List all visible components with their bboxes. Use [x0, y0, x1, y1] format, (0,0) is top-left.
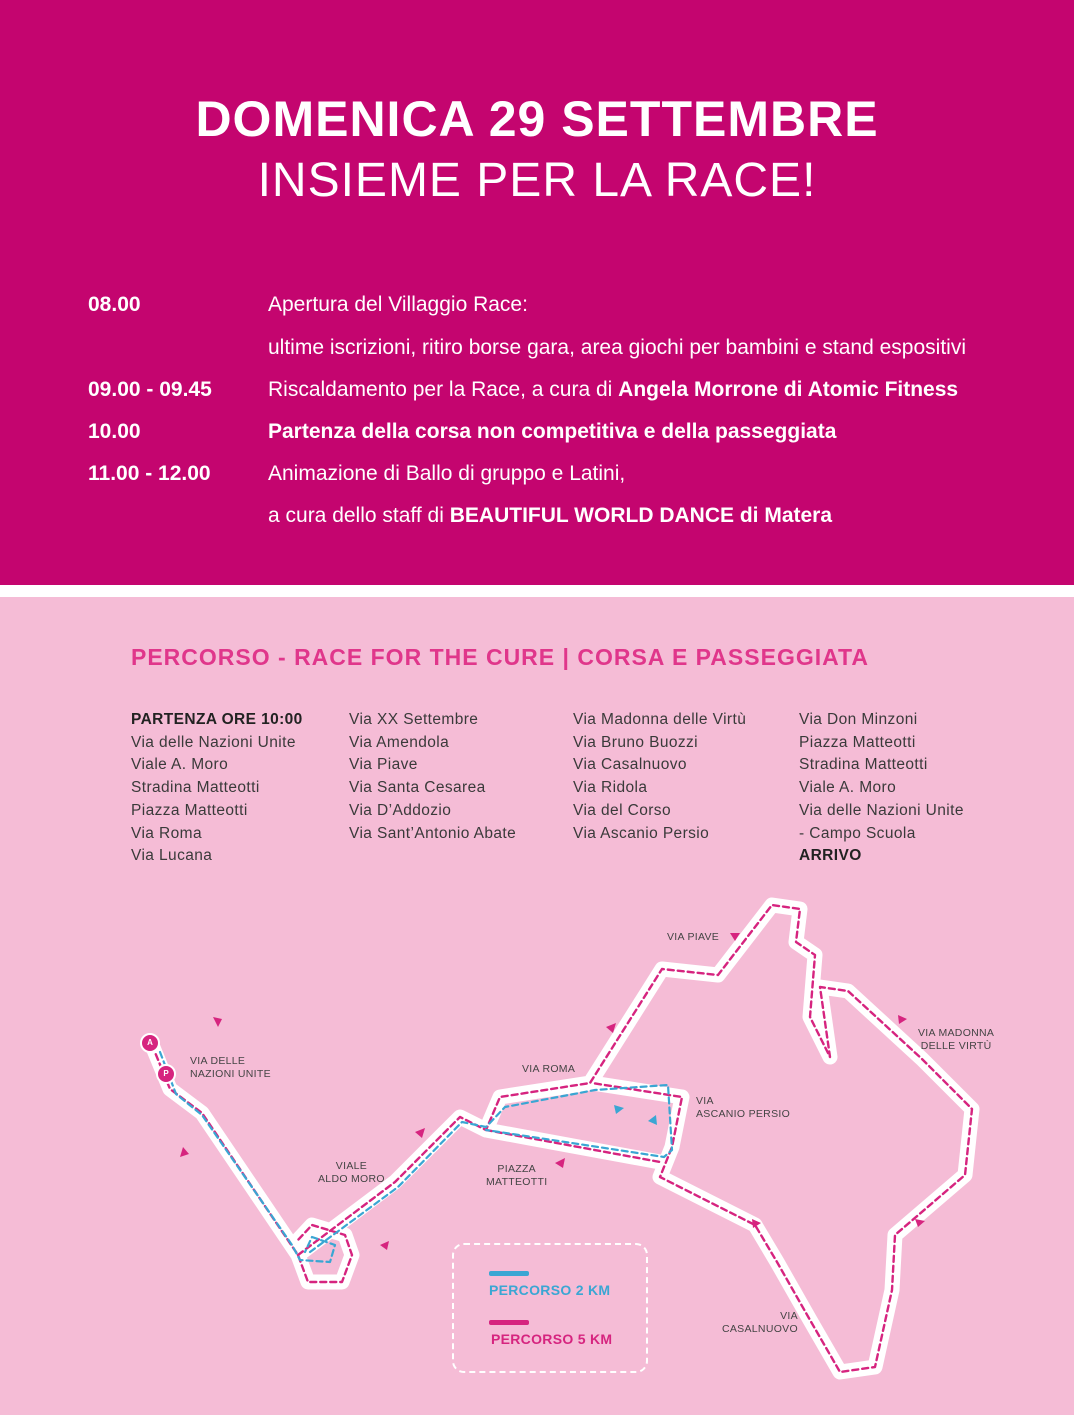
map-label-via-piave: VIA PIAVE: [667, 931, 720, 943]
schedule-bold-text: Partenza della corsa non competitiva e della passeggiata: [268, 420, 837, 443]
direction-arrow: [555, 1158, 565, 1168]
legend-label-2km: PERCORSO 2 KM: [489, 1282, 611, 1298]
schedule-desc: [268, 418, 836, 446]
map-legend: [452, 1243, 648, 1373]
schedule-time: 11.00 - 12.00: [88, 462, 211, 485]
legend-swatch-2km: [489, 1271, 529, 1276]
route-street: Piazza Matteotti: [799, 733, 916, 751]
start-pin: P: [156, 1064, 176, 1084]
route-street: Viale A. Moro: [131, 756, 229, 774]
route-street: Via Don Minzoni: [799, 711, 918, 728]
route-street: Via del Corso: [573, 801, 671, 819]
map-label-via-ascanio-persio: [696, 1095, 790, 1121]
route-street: Via Lucana: [131, 847, 213, 865]
schedule-time: 08.00: [88, 293, 141, 316]
route-street: Via Ascanio Persio: [573, 824, 710, 842]
map-label-line: ASCANIO PERSIO: [696, 1108, 791, 1120]
schedule-bold-text: BEAUTIFUL WORLD DANCE di Matera: [449, 504, 833, 527]
route-street: Via XX Settembre: [349, 711, 479, 728]
map-label-piazza-matteotti: [486, 1163, 547, 1189]
map-label-line: VIA: [696, 1095, 714, 1107]
schedule-time: 09.00 - 09.45: [88, 378, 212, 401]
route-street: Stradina Matteotti: [799, 756, 928, 774]
map-label-via-casalnuovo: [722, 1310, 798, 1336]
route-finish-label: ARRIVO: [799, 847, 862, 865]
schedule-bold-text: Angela Morrone di Atomic Fitness: [618, 378, 959, 401]
route-street: Via delle Nazioni Unite: [799, 801, 964, 819]
schedule-time: 10.00: [88, 420, 141, 443]
schedule-desc: [268, 376, 958, 404]
schedule-text: Animazione di Ballo di gruppo e Latini,: [268, 462, 626, 485]
route-street: Via delle Nazioni Unite: [131, 733, 296, 751]
legend-label-5km: PERCORSO 5 KM: [491, 1331, 613, 1347]
map-label-viale-aldo-moro: [318, 1160, 385, 1186]
route-street: Via Casalnuovo: [573, 756, 687, 774]
route-street: Stradina Matteotti: [131, 779, 260, 797]
direction-arrow: [380, 1241, 389, 1250]
route-street: Via Santa Cesarea: [349, 779, 486, 797]
route-street: Via Piave: [349, 756, 418, 774]
direction-arrows-2km: [614, 1105, 657, 1125]
route-start-label: PARTENZA ORE 10:00: [131, 711, 303, 728]
direction-arrow: [213, 1017, 222, 1027]
route-street: Via Madonna delle Virtù: [573, 711, 747, 728]
schedule-text: a cura dello staff di: [268, 504, 450, 527]
headline: [0, 88, 1074, 212]
direction-arrow: [415, 1128, 425, 1138]
headline-tagline: INSIEME PER LA RACE!: [257, 154, 817, 207]
divider: [0, 585, 1074, 597]
route-street: Via Ridola: [573, 779, 648, 797]
route-street: Via Amendola: [349, 733, 450, 751]
headline-date: DOMENICA 29 SETTEMBRE: [195, 91, 879, 147]
schedule-text: Apertura del Villaggio Race:: [268, 293, 528, 316]
map-label-via-madonna: [918, 1027, 994, 1053]
map-label-line: DELLE VIRTÙ: [920, 1040, 992, 1052]
route-street: Viale A. Moro: [799, 779, 897, 797]
map-label-line: VIALE: [335, 1160, 368, 1172]
route-street: Via Sant’Antonio Abate: [349, 824, 517, 842]
schedule-text: ultime iscrizioni, ritiro borse gara, area giochi per bambini e stand espositivi: [268, 336, 966, 359]
map-label-line: VIA DELLE: [190, 1055, 246, 1067]
legend-swatch-5km: [489, 1320, 529, 1325]
schedule-text: Riscaldamento per la Race, a cura di: [268, 378, 619, 401]
route-street: Via Bruno Buozzi: [573, 733, 699, 751]
direction-arrow: [898, 1015, 907, 1024]
map-label-via-roma: VIA ROMA: [522, 1063, 576, 1075]
map-label-line: VIA MADONNA: [918, 1027, 995, 1039]
direction-arrow: [648, 1115, 657, 1125]
map-label-via-nazioni-unite: [190, 1055, 271, 1081]
route-street: - Campo Scuola: [799, 824, 916, 842]
route-street: Piazza Matteotti: [131, 801, 248, 819]
map-label-line: VIA: [780, 1310, 798, 1322]
direction-arrow: [614, 1105, 624, 1114]
route-street: Via D’Addozio: [349, 801, 452, 819]
route-panel: [0, 597, 1074, 1415]
map-label-line: NAZIONI UNITE: [190, 1068, 271, 1080]
map-label-line: ALDO MORO: [318, 1173, 385, 1185]
arrival-pin: A: [140, 1033, 160, 1053]
route-street: Via Roma: [131, 824, 202, 842]
event-header-panel: [0, 0, 1074, 585]
map-label-line: CASALNUOVO: [722, 1323, 798, 1335]
schedule-desc: [268, 502, 832, 530]
map-label-line: MATTEOTTI: [486, 1176, 548, 1188]
map-label-line: PIAZZA: [497, 1163, 536, 1175]
direction-arrow: [180, 1147, 189, 1157]
route-title: PERCORSO - RACE FOR THE CURE | CORSA E PASSEGGIATA: [131, 644, 869, 670]
